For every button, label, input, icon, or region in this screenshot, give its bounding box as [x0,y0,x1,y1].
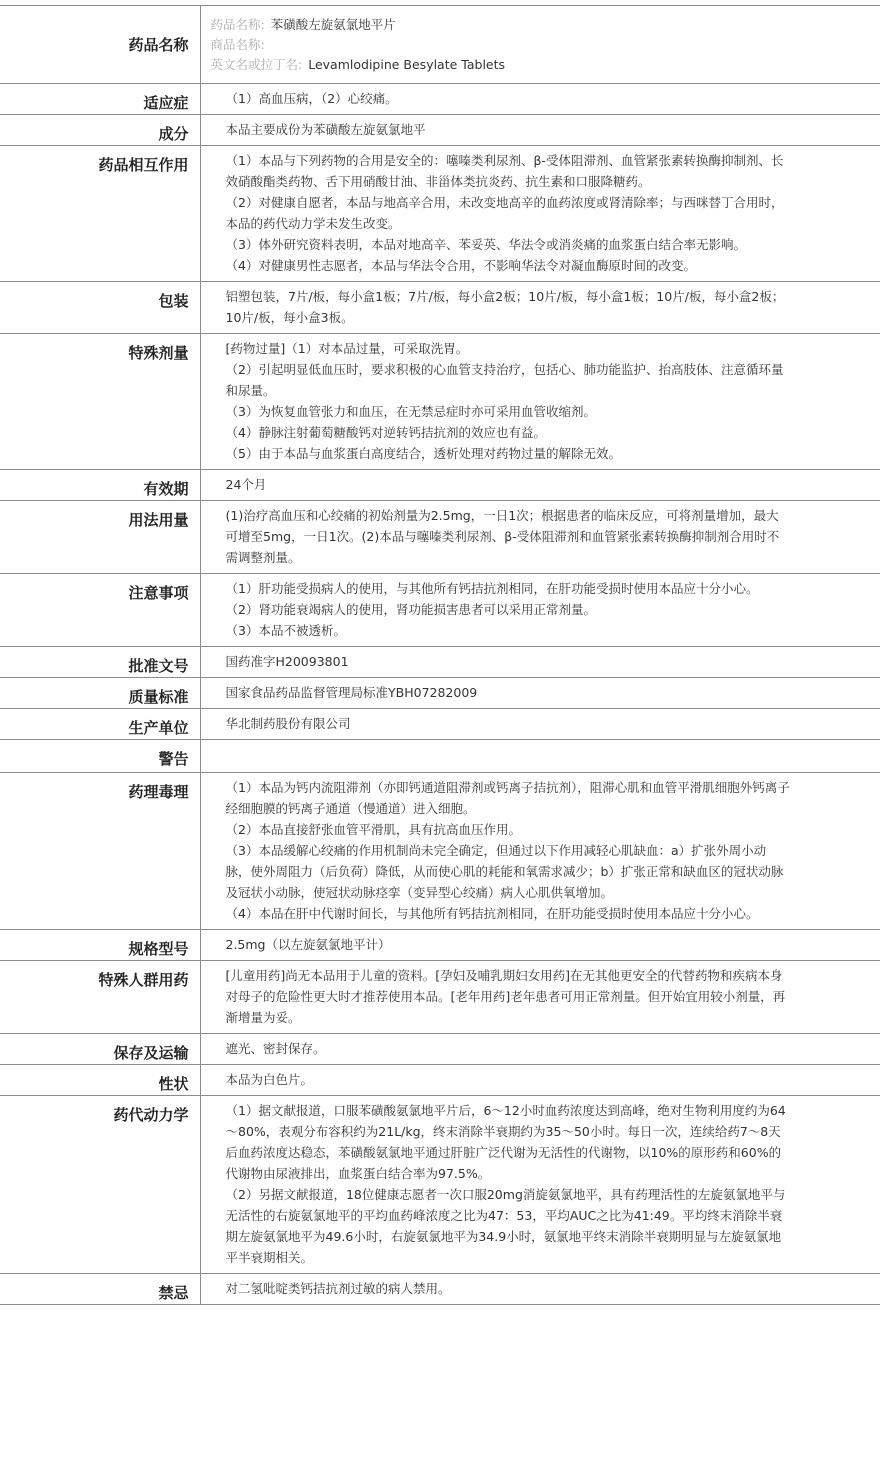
row-label-text: 药品相互作用 [98,156,189,174]
row-value [200,773,880,930]
row-value [200,115,880,146]
row-packaging [0,282,880,334]
row-label-text: 生产单位 [128,719,189,737]
row-label-text: 有效期 [143,480,189,498]
row-label [0,6,200,84]
row-label [0,740,200,773]
paragraph: （5）由于本品与血浆蛋白高度结合，透析处理对药物过量的解除无效。 [225,446,621,461]
row-label [0,282,200,334]
row-value [200,574,880,647]
row-label [0,334,200,470]
row-label [0,1034,200,1065]
row-label-text: 规格型号 [128,940,189,958]
row-value [200,930,880,961]
row-label-text: 用法用量 [128,511,189,529]
paragraph: 华北制药股份有限公司 [225,716,351,731]
row-indications [0,84,880,115]
row-warning [0,740,880,773]
row-value [200,1274,880,1305]
row-label [0,146,200,282]
paragraph: (1)治疗高血压和心绞痛的初始剂量为2.5mg，一日1次；根据患者的临床反应，可将剂量增加，最大可增至5mg，一日1次。(2)本品与噻嗪类利尿剂、β-受体阻滞剂和血管紧张素转换酶抑制剂合用时不需调整剂量。 [225,508,780,565]
row-label [0,84,200,115]
row-value [200,740,880,773]
row-label-text: 质量标准 [128,688,189,706]
paragraph: 本品为白色片。 [225,1072,314,1087]
paragraph: （3）体外研究资料表明，本品对地高辛、苯妥英、华法令或消炎痛的血浆蛋白结合率无影响。 [225,237,746,252]
row-value [200,709,880,740]
paragraph: （1）本品与下列药物的合用是安全的：噻嗪类利尿剂、β-受体阻滞剂、血管紧张素转换酶抑制剂、长效硝酸酯类药物、舌下用硝酸甘油、非甾体类抗炎药、抗生素和口服降糖药。 [225,153,784,189]
row-label-text: 药理毒理 [128,783,189,801]
row-storage-transport [0,1034,880,1065]
generic-name-line [211,15,791,35]
row-label-text: 性状 [158,1075,189,1093]
row-value [200,647,880,678]
row-value [200,501,880,574]
row-label-text: 批准文号 [128,657,189,675]
paragraph: （4）对健康男性志愿者，本品与华法令合用，不影响华法令对凝血酶原时间的改变。 [225,258,696,273]
paragraph: 24个月 [225,477,267,492]
row-precautions [0,574,880,647]
paragraph: 国药准字H20093801 [225,654,349,669]
row-specification [0,930,880,961]
row-appearance [0,1065,880,1096]
paragraph: （2）另据文献报道，18位健康志愿者一次口服20mg消旋氨氯地平，具有药理活性的左旋氨氯地平与无活性的右旋氨氯地平的平均血药峰浓度之比为47：53，平均AUC之比为41:49。平均终末消除半衰期左旋氨氯地平为49.6小时，右旋氨氯地平为34.9小时，氨氯地平终末消除半衰期明显与左旋氨氯地平半衰期相关。 [225,1187,786,1265]
paragraph: （1）肝功能受损病人的使用，与其他所有钙拮抗剂相同，在肝功能受损时使用本品应十分小心。 [225,581,759,596]
row-shelf-life [0,470,880,501]
row-label-text: 禁忌 [158,1284,189,1302]
english-name-label: 英文名或拉丁名: [210,57,303,72]
row-drug-interactions [0,146,880,282]
paragraph: （3）本品缓解心绞痛的作用机制尚未完全确定，但通过以下作用减轻心肌缺血：a）扩张外周小动脉，使外周阻力（后负荷）降低，从而使心肌的耗能和氧需求减少；b）扩张正常和缺血区的冠状动脉及冠状小动脉，使冠状动脉痉挛（变异型心绞痛）病人心肌供氧增加。 [225,843,784,900]
english-name-line [211,55,791,75]
row-special-dosage [0,334,880,470]
paragraph: [儿童用药]尚无本品用于儿童的资料。[孕妇及哺乳期妇女用药]在无其他更安全的代替药物和疾病本身对母子的危险性更大时才推荐使用本品。[老年用药]老年患者可用正常剂量。但开始宜用较小剂量，再渐增量为妥。 [225,968,786,1025]
row-manufacturer [0,709,880,740]
paragraph: 铝塑包装，7片/板，每小盒1板；7片/板，每小盒2板；10片/板，每小盒1板；10片/板，每小盒2板；10片/板，每小盒3板。 [225,289,785,325]
row-value [200,282,880,334]
row-value [200,1096,880,1274]
row-usage-dosage [0,501,880,574]
row-label-text: 特殊剂量 [128,344,189,362]
paragraph: （4）本品在肝中代谢时间长，与其他所有钙拮抗剂相同，在肝功能受损时使用本品应十分小心。 [225,906,759,921]
paragraph: 本品主要成份为苯磺酸左旋氨氯地平 [225,122,426,137]
paragraph: （4）静脉注射葡萄糖酸钙对逆转钙拮抗剂的效应也有益。 [225,425,546,440]
paragraph: 2.5mg（以左旋氨氯地平计） [225,937,391,952]
row-label-text: 警告 [158,750,189,768]
paragraph: （2）本品直接舒张血管平滑肌，具有抗高血压作用。 [225,822,521,837]
generic-name-value: 苯磺酸左旋氨氯地平片 [270,17,396,32]
row-label-text: 成分 [158,125,189,143]
trade-name-label: 商品名称: [210,37,265,52]
row-label [0,930,200,961]
row-label [0,115,200,146]
row-label-text: 包装 [158,292,189,310]
row-ingredients [0,115,880,146]
row-label [0,1274,200,1305]
paragraph: （1）高血压病，（2）心绞痛。 [225,91,398,106]
row-label [0,961,200,1034]
row-value [200,470,880,501]
paragraph: 对二氢吡啶类钙拮抗剂过敏的病人禁用。 [225,1281,451,1296]
paragraph: （3）本品不被透析。 [225,623,346,638]
row-special-populations [0,961,880,1034]
paragraph: 遮光、密封保存。 [225,1041,326,1056]
row-approval-number [0,647,880,678]
row-label-text: 药品名称 [128,36,189,54]
paragraph: （2）肾功能衰竭病人的使用，肾功能损害患者可以采用正常剂量。 [225,602,596,617]
row-label [0,1096,200,1274]
row-label-text: 药代动力学 [113,1106,189,1124]
row-label-text: 保存及运输 [113,1044,189,1062]
generic-name-label: 药品名称: [210,17,265,32]
row-label-text: 适应症 [143,94,189,112]
row-value [200,678,880,709]
paragraph: （2）对健康自愿者，本品与地高辛合用，未改变地高辛的血药浓度或肾清除率；与西咪替丁合用时，本品的药代动力学未发生改变。 [225,195,784,231]
paragraph: （1）本品为钙内流阻滞剂（亦即钙通道阻滞剂或钙离子拮抗剂），阻滞心肌和血管平滑肌细胞外钙离子经细胞膜的钙离子通道（慢通道）进入细胞。 [225,780,790,816]
row-label [0,709,200,740]
trade-name-line [211,35,791,55]
drug-spec-table [0,5,880,1305]
row-pharmacology-toxicology [0,773,880,930]
row-value [200,961,880,1034]
row-label [0,1065,200,1096]
paragraph: （3）为恢复血管张力和血压，在无禁忌症时亦可采用血管收缩剂。 [225,404,596,419]
paragraph: （1）据文献报道，口服苯磺酸氨氯地平片后，6～12小时血药浓度达到高峰，绝对生物利用度约为64～80%，表观分布容积约为21L/kg，终末消除半衰期约为35～50小时。每日一次，连续给药7～8天后血药浓度达稳态，苯磺酸氨氯地平通过肝脏广泛代谢为无活性的代谢物，以10%的原形药和60%的代谢物由尿液排出，血浆蛋白结合率为97.5%。 [225,1103,786,1181]
row-label [0,501,200,574]
row-drug-name [0,6,880,84]
row-value [200,84,880,115]
english-name-value: Levamlodipine Besylate Tablets [308,57,506,72]
row-label-text: 特殊人群用药 [98,971,189,989]
row-pharmacokinetics [0,1096,880,1274]
row-value [200,1065,880,1096]
row-quality-standard [0,678,880,709]
row-label [0,647,200,678]
row-label-text: 注意事项 [128,584,189,602]
row-value [200,146,880,282]
paragraph: （2）引起明显低血压时，要求积极的心血管支持治疗，包括心、肺功能监护、抬高肢体、注意循环量和尿量。 [225,362,784,398]
drug-name-cell [200,6,880,84]
paragraph: [药物过量]（1）对本品过量，可采取洗胃。 [225,341,469,356]
row-label [0,470,200,501]
row-value [200,1034,880,1065]
row-value [200,334,880,470]
paragraph: 国家食品药品监督管理局标准YBH07282009 [225,685,478,700]
row-label [0,678,200,709]
row-label [0,773,200,930]
row-label [0,574,200,647]
row-contraindications [0,1274,880,1305]
